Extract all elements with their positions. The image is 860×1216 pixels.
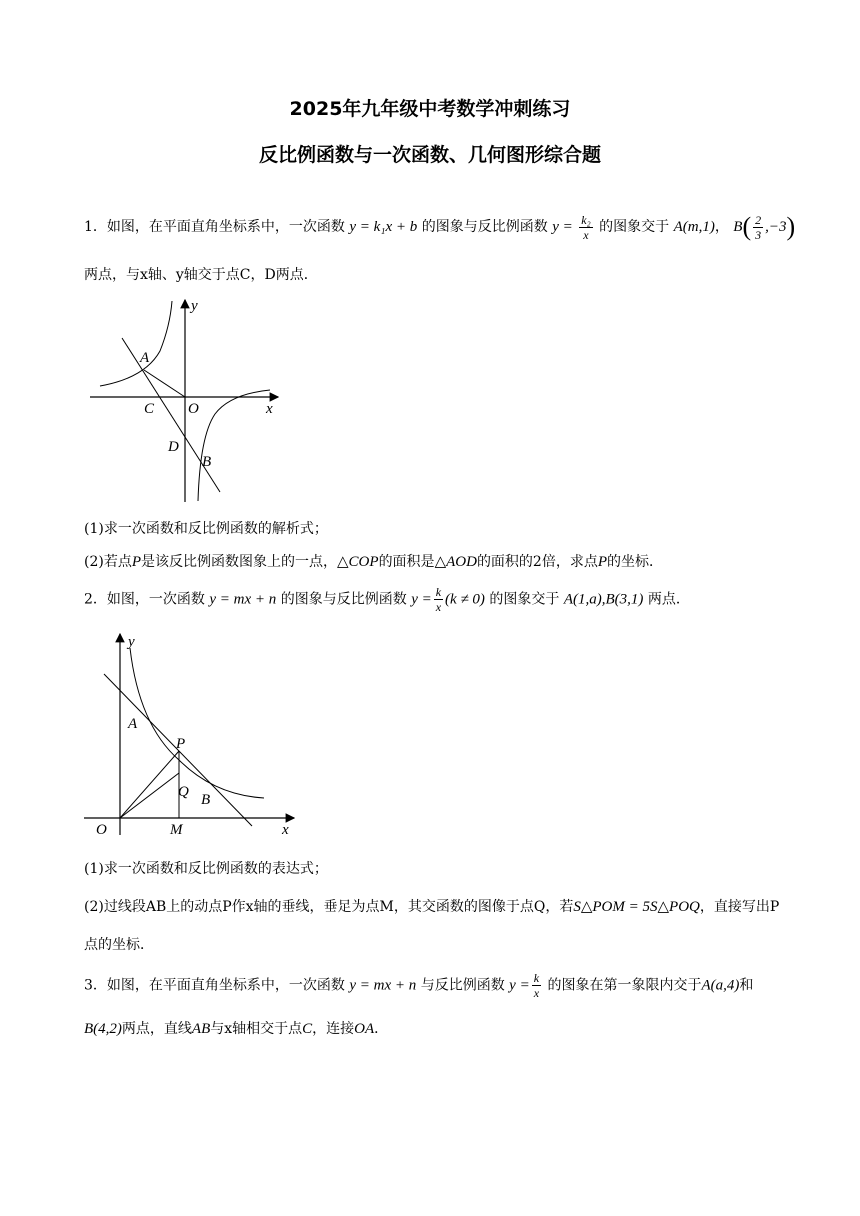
q1-figure [90, 296, 290, 506]
q2-part2-text: (2)过线段AB上的动点P作x轴的垂线，垂足为点M，其交函数的图像于点Q，若 [84, 899, 574, 915]
q2-line1 [84, 586, 690, 613]
q2-label-b: B [201, 792, 211, 808]
q3-text: 与x轴相交于点 [210, 1021, 303, 1037]
q1-text: 1．如图，在平面直角坐标系中，一次函数 [84, 219, 345, 235]
q3-text: 的图象在第一象限内交于 [547, 977, 702, 994]
q1-inverse-eq-lhs: y = [552, 219, 573, 235]
q1-sep: ， [714, 219, 729, 235]
q1-inverse-frac: $\frac{\text{k₂}}{x}$ [581, 212, 591, 242]
q2-label-y: y [128, 634, 135, 650]
q1-part1: (1)求一次函数和反比例函数的解析式； [84, 521, 328, 537]
q1-label-a: A [140, 350, 150, 366]
q3-line2 [84, 1018, 388, 1038]
q1-line2: 两点，与x轴、y轴交于点C，D两点． [84, 267, 318, 283]
q1-hyperbola-left [100, 301, 172, 386]
q1-point-b-frac: $\frac{2}{3}$ [755, 212, 762, 242]
page-subtitle: 反比例函数与一次函数、几何图形综合题 [258, 144, 601, 166]
q2-text: 2．如图，一次函数 [84, 591, 205, 608]
q3-linear-eq: y = mx + n [349, 977, 417, 994]
q2-text: 的图象交于 [489, 591, 560, 608]
q3-inverse-eq-lhs: y = [509, 977, 530, 994]
q1-line1 [84, 212, 795, 242]
q3-text: 与反比例函数 [420, 977, 505, 994]
q3-text: 和 [739, 977, 754, 994]
q1-paren: ( [742, 212, 752, 241]
q2-label-a: A [128, 716, 138, 732]
q3-line-ab: AB [191, 1021, 211, 1037]
q1-label-y: y [191, 298, 198, 314]
q1-label-c: C [144, 401, 155, 417]
q1-label-x: x [266, 401, 273, 417]
q2-label-o: O [96, 822, 107, 838]
q2-label-m: M [170, 822, 183, 838]
q1-linear-eq: y = k₁x + b [349, 219, 418, 235]
q3-point-a: A(a,4) [701, 977, 740, 994]
q3-text: 3．如图，在平面直角坐标系中，一次函数 [84, 977, 345, 994]
q3-text: ，连接 [312, 1021, 355, 1037]
q2-linear-eq: y = mx + n [209, 591, 277, 608]
q2-text: 两点． [647, 591, 690, 608]
q2-label-q: Q [178, 784, 189, 800]
q1-label-b: B [202, 454, 212, 470]
q2-part2-cont: 点的坐标． [84, 937, 154, 953]
q2-condition: (k ≠ 0) [445, 591, 485, 608]
q1-segment-ao [144, 370, 185, 397]
q1-point-a: A(m,1) [673, 219, 715, 235]
q1-text: 的图象交于 [599, 219, 670, 235]
q1-point-p: P [597, 554, 608, 570]
q2-area-eq: S△POM = 5S△POQ [573, 899, 700, 915]
q1-part2-text: 的坐标． [607, 554, 664, 570]
q1-part2-text: 的面积是 [378, 554, 435, 570]
q3-inverse-frac: $\frac{k}{x}$ [533, 971, 540, 1000]
q2-segment-oq [120, 773, 179, 818]
q1-triangle-cop: △COP [337, 554, 379, 570]
q1-part2-text: 是该反比例函数图象上的一点， [141, 554, 338, 570]
q2-text: 的图象与反比例函数 [280, 591, 407, 608]
q3-line1 [84, 972, 753, 999]
q1-hyperbola-right [198, 390, 270, 501]
q2-segment-op [120, 751, 179, 818]
q2-part2-text: ，直接写出P [699, 899, 780, 915]
q1-paren: ) [786, 212, 796, 241]
q2-label-p: P [176, 736, 186, 752]
q2-hyperbola [130, 648, 264, 798]
q1-point-b-y: ,−3 [765, 219, 787, 235]
q3-point-b: B(4,2) [84, 1021, 122, 1037]
q1-text: 的图象与反比例函数 [421, 219, 548, 235]
q2-label-x: x [282, 822, 289, 838]
page-title: 2025年九年级中考数学冲刺练习 [289, 98, 571, 120]
q1-triangle-aod: △AOD [434, 554, 477, 570]
q1-point-b: B [733, 219, 743, 235]
q2-inverse-eq-lhs: y = [411, 591, 432, 608]
q1-label-o: O [188, 401, 199, 417]
q2-part1: (1)求一次函数和反比例函数的表达式； [84, 861, 328, 877]
q3-point-c: C [302, 1021, 313, 1037]
q1-label-d: D [168, 439, 179, 455]
q2-points: A(1,a),B(3,1) [563, 591, 644, 608]
q1-point-p: P [131, 554, 142, 570]
q3-text: ． [374, 1021, 389, 1037]
q2-inverse-frac: $\frac{k}{x}$ [435, 585, 442, 614]
q3-segment-oa: OA [354, 1021, 375, 1037]
q3-text: 两点，直线 [121, 1021, 192, 1037]
q1-part2-text: (2)若点 [84, 554, 132, 570]
q1-part2 [84, 551, 663, 571]
q2-figure [84, 630, 304, 840]
q1-part2-text: 的面积的2倍，求点 [476, 554, 598, 570]
q2-part2 [84, 896, 779, 916]
